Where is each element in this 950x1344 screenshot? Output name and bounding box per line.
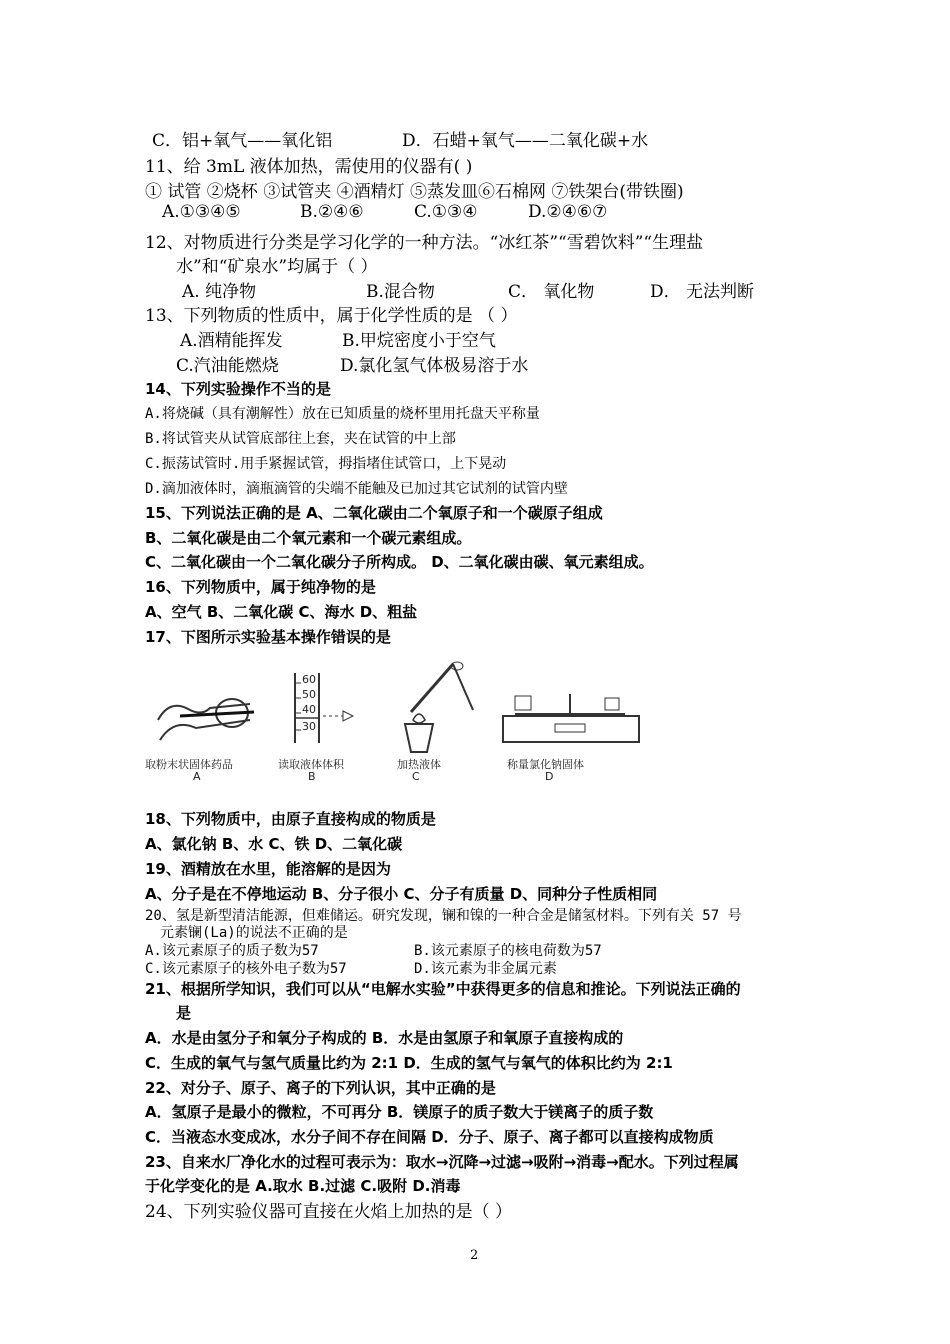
q15-option-b: B、二氧化碳是由二个氧元素和一个碳元素组成。	[145, 529, 472, 547]
letter-b: B	[308, 770, 316, 783]
question-17: 17、下图所示实验基本操作错误的是	[145, 628, 391, 646]
q12-option-d: D． 无法判断	[650, 282, 755, 302]
graduated-cylinder-drawing	[285, 668, 365, 763]
letter-c: C	[412, 770, 420, 783]
q11-option-c: C.①③④	[414, 202, 478, 222]
question-18: 18、下列物质中，由原子直接构成的物质是	[145, 810, 436, 828]
q13-option-a: A.酒精能挥发	[180, 331, 283, 351]
q15-option-cd: C、二氧化碳由一个二氧化碳分子所构成。 D、二氧化碳由碳、氧元素组成。	[145, 553, 654, 571]
q12-option-a: A. 纯净物	[182, 282, 257, 302]
q14-option-b: B.将试管夹从试管底部往上套，夹在试管的中上部	[145, 431, 456, 447]
q11-option-d: D.②④⑥⑦	[528, 202, 608, 222]
question-24: 24、下列实验仪器可直接在火焰上加热的是（ ）	[145, 1202, 513, 1222]
q20-option-a: A.该元素原子的质子数为57	[145, 943, 319, 959]
question-23-line2: 于化学变化的是 A.取水 B.过滤 C.吸附 D.消毒	[145, 1177, 461, 1195]
tick-40: 40	[302, 703, 316, 716]
tick-60: 60	[302, 673, 316, 686]
question-19: 19、酒精放在水里，能溶解的是因为	[145, 860, 391, 878]
q12-option-c: C． 氧化物	[508, 282, 595, 302]
q11-option-b: B.②④⑥	[300, 202, 364, 222]
question-16: 16、下列物质中，属于纯净物的是	[145, 578, 376, 596]
q13-option-d: D.氯化氢气体极易溶于水	[340, 356, 529, 376]
q19-options: A、分子是在不停地运动 B、分子很小 C、分子有质量 D、同种分子性质相同	[145, 885, 658, 903]
q14-option-a: A.将烧碱（具有潮解性）放在已知质量的烧杯里用托盘天平称量	[145, 406, 540, 422]
caption-a: 取粉末状固体药品	[145, 758, 233, 771]
q11-option-a: A.①③④⑤	[162, 202, 241, 222]
question-12-line2: 水”和“矿泉水”均属于（ ）	[176, 257, 378, 277]
caption-b: 读取液体体积	[278, 758, 344, 771]
question-11: 11、给 3mL 液体加热，需使用的仪器有( )	[145, 157, 473, 177]
question-11-items: ① 试管 ②烧杯 ③试管夹 ④酒精灯 ⑤蒸发皿⑥石棉网 ⑦铁架台(带铁圈)	[145, 182, 684, 202]
question-12-line1: 12、对物质进行分类是学习化学的一种方法。“冰红茶”“雪碧饮料”“生理盐	[145, 233, 704, 253]
q18-options: A、氯化钠 B、水 C、铁 D、二氧化碳	[145, 835, 403, 853]
letter-d: D	[545, 770, 554, 783]
q20-option-d: D.该元素为非金属元素	[414, 961, 557, 977]
option-line-d: D．石蜡+氧气——二氧化碳+水	[402, 131, 649, 151]
question-23-line1: 23、自来水厂净化水的过程可表示为：取水→沉降→过滤→吸附→消毒→配水。下列过程属	[145, 1153, 739, 1171]
question-20-line1: 20、氢是新型清洁能源，但难储运。研究发现，镧和镍的一种合金是储氢材料。下列有关 57 号	[145, 908, 742, 924]
question-13: 13、下列物质的性质中，属于化学性质的是 （ ）	[145, 306, 518, 326]
q14-option-d: D.滴加液体时，滴瓶滴管的尖端不能触及已加过其它试剂的试管内壁	[145, 481, 568, 497]
question-15: 15、下列说法正确的是 A、二氧化碳由二个氧原子和一个碳原子组成	[145, 504, 603, 522]
balance-drawing	[495, 674, 645, 769]
question-22: 22、对分子、原子、离子的下列认识，其中正确的是	[145, 1079, 496, 1097]
letter-a: A	[193, 770, 201, 783]
caption-c: 加热液体	[397, 758, 441, 771]
page-number: 2	[470, 1248, 479, 1263]
q21-options-cd: C．生成的氧气与氢气质量比约为 2:1 D．生成的氢气与氧气的体积比约为 2:1	[145, 1054, 673, 1072]
q13-option-b: B.甲烷密度小于空气	[342, 331, 496, 351]
q22-options-ab: A．氢原子是最小的微粒，不可再分 B．镁原子的质子数大于镁离子的质子数	[145, 1103, 654, 1121]
heating-liquid-drawing	[397, 660, 487, 755]
caption-d: 称量氯化钠固体	[507, 758, 584, 771]
question-21-line1: 21、根据所学知识，我们可以从“电解水实验”中获得更多的信息和推论。下列说法正确的	[145, 980, 741, 998]
q21-options-ab: A．水是由氢分子和氧分子构成的 B．水是由氢原子和氧原子直接构成的	[145, 1029, 624, 1047]
q20-option-b: B.该元素原子的核电荷数为57	[414, 943, 602, 959]
question-14: 14、下列实验操作不当的是	[145, 380, 331, 398]
q14-option-c: C.振荡试管时.用手紧握试管，拇指堵住试管口，上下晃动	[145, 456, 507, 472]
q20-option-c: C.该元素原子的核外电子数为57	[145, 961, 347, 977]
q12-option-b: B.混合物	[366, 282, 435, 302]
option-line-c: C．铝+氧气——氧化铝	[152, 131, 333, 151]
question-20-line2: 元素镧(La)的说法不正确的是	[160, 925, 348, 941]
q22-options-cd: C．当液态水变成冰，水分子间不存在间隔 D．分子、原子、离子都可以直接构成物质	[145, 1128, 714, 1146]
tick-30: 30	[302, 720, 316, 733]
q16-options: A、空气 B、二氧化碳 C、海水 D、粗盐	[145, 603, 418, 621]
q13-option-c: C.汽油能燃烧	[176, 356, 279, 376]
question-21-line2: 是	[176, 1004, 192, 1022]
tick-50: 50	[302, 688, 316, 701]
experiment-figure	[145, 660, 745, 790]
